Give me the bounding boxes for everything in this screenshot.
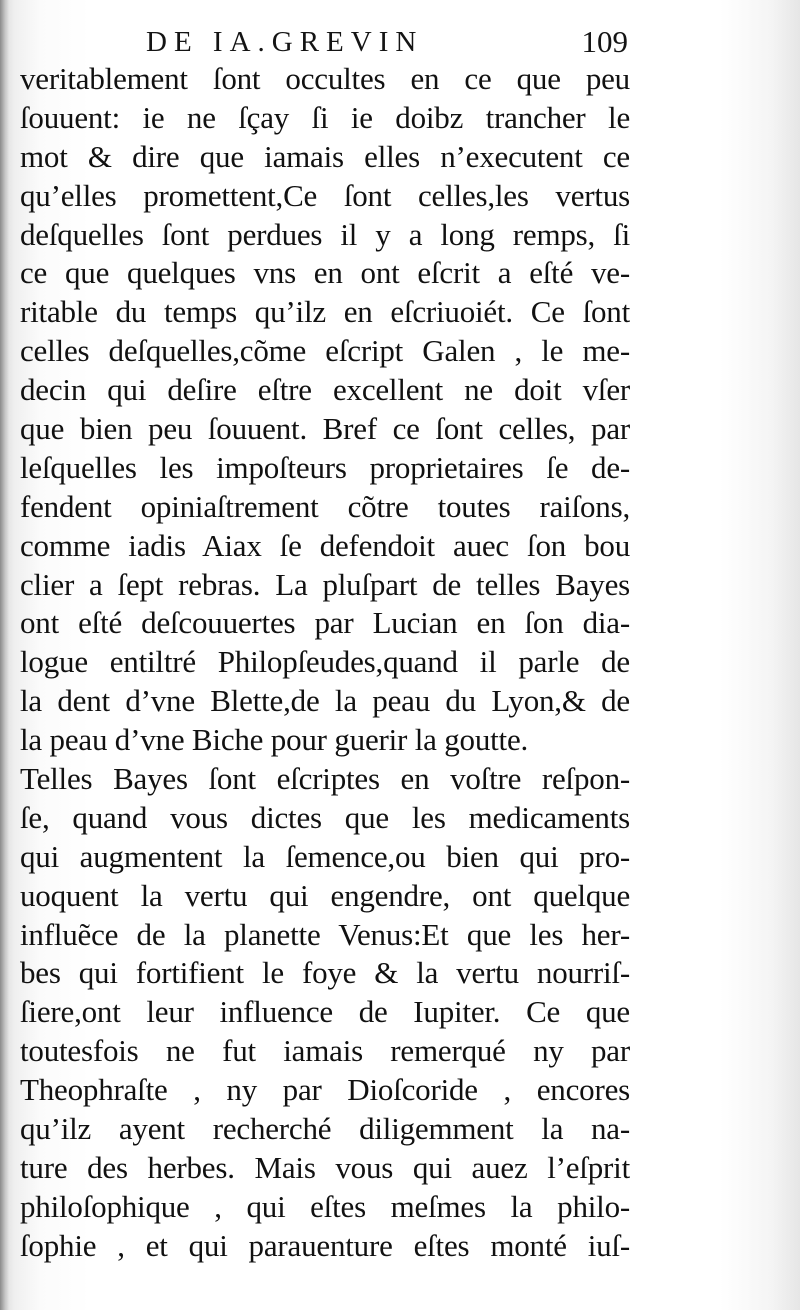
text-line: ſiere,ont leur influence de Iupiter. Ce que xyxy=(20,994,630,1030)
text-line: la peau d’vne Biche pour guerir la goutte. xyxy=(20,722,529,758)
text-line: logue entiltré Philopſeudes,quand il parle de xyxy=(20,644,630,680)
text-line: Telles Bayes ſont eſcriptes en voſtre reſpon- xyxy=(20,761,630,797)
body-text xyxy=(20,60,630,1266)
text-line: Theophraſte , ny par Dioſcoride , encores xyxy=(20,1072,630,1108)
text-line: decin qui deſire eſtre excellent ne doit vſer xyxy=(20,372,630,408)
page-gutter-shadow xyxy=(0,0,9,1310)
text-line: deſquelles ſont perdues il y a long remps, ſi xyxy=(20,216,630,252)
running-head: DE IA.GREVIN xyxy=(146,26,424,58)
page-header xyxy=(110,22,630,62)
text-line: clier a ſept rebras. La pluſpart de telles Bayes xyxy=(20,566,630,602)
text-line: veritablement ſont occultes en ce que peu xyxy=(20,61,630,96)
text-line: celles deſquelles,cõme eſcript Galen , le me- xyxy=(20,333,630,369)
text-line: toutesfois ne fut iamais remerqué ny par xyxy=(20,1033,630,1069)
text-line: influẽce de la planette Venus:Et que les her- xyxy=(20,916,630,952)
text-line: mot & dire que iamais elles n’executent ce xyxy=(20,138,630,174)
text-line: philoſophique , qui eſtes meſmes la philo- xyxy=(20,1188,630,1224)
text-line: la dent d’vne Blette,de la peau du Lyon,& de xyxy=(20,683,630,719)
text-line: fendent opiniaſtrement cõtre toutes raiſons, xyxy=(20,488,630,524)
text-line: que bien peu ſouuent. Bref ce ſont celles, par xyxy=(20,411,630,447)
text-line: ſe, quand vous dictes que les medicaments xyxy=(20,799,630,835)
text-line: ritable du temps qu’ilz en eſcriuoiét. Ce ſont xyxy=(20,294,630,330)
text-line: ture des herbes. Mais vous qui auez l’eſprit xyxy=(20,1149,630,1185)
page-number: 109 xyxy=(581,24,628,59)
text-line: bes qui fortifient le foye & la vertu nourriſ- xyxy=(20,955,630,991)
text-line: ſouuent: ie ne ſçay ſi ie doibz trancher le xyxy=(20,99,630,135)
text-line: ce que quelques vns en ont eſcrit a eſté ve- xyxy=(20,255,630,291)
text-line: qui augmentent la ſemence,ou bien qui pro- xyxy=(20,838,630,874)
text-line: comme iadis Aiax ſe defendoit auec ſon bou xyxy=(20,527,630,563)
text-line: ont eſté deſcouuertes par Lucian en ſon dia- xyxy=(20,605,630,641)
text-line: leſquelles les impoſteurs proprietaires ſe de- xyxy=(20,449,630,485)
text-line: qu’elles promettent,Ce ſont celles,les vertus xyxy=(20,177,630,213)
text-line: ſophie , et qui parauenture eſtes monté iuſ- xyxy=(20,1227,630,1263)
text-line: uoquent la vertu qui engendre, ont quelque xyxy=(20,877,630,913)
text-line: qu’ilz ayent recherché diligemment la na- xyxy=(20,1111,630,1147)
